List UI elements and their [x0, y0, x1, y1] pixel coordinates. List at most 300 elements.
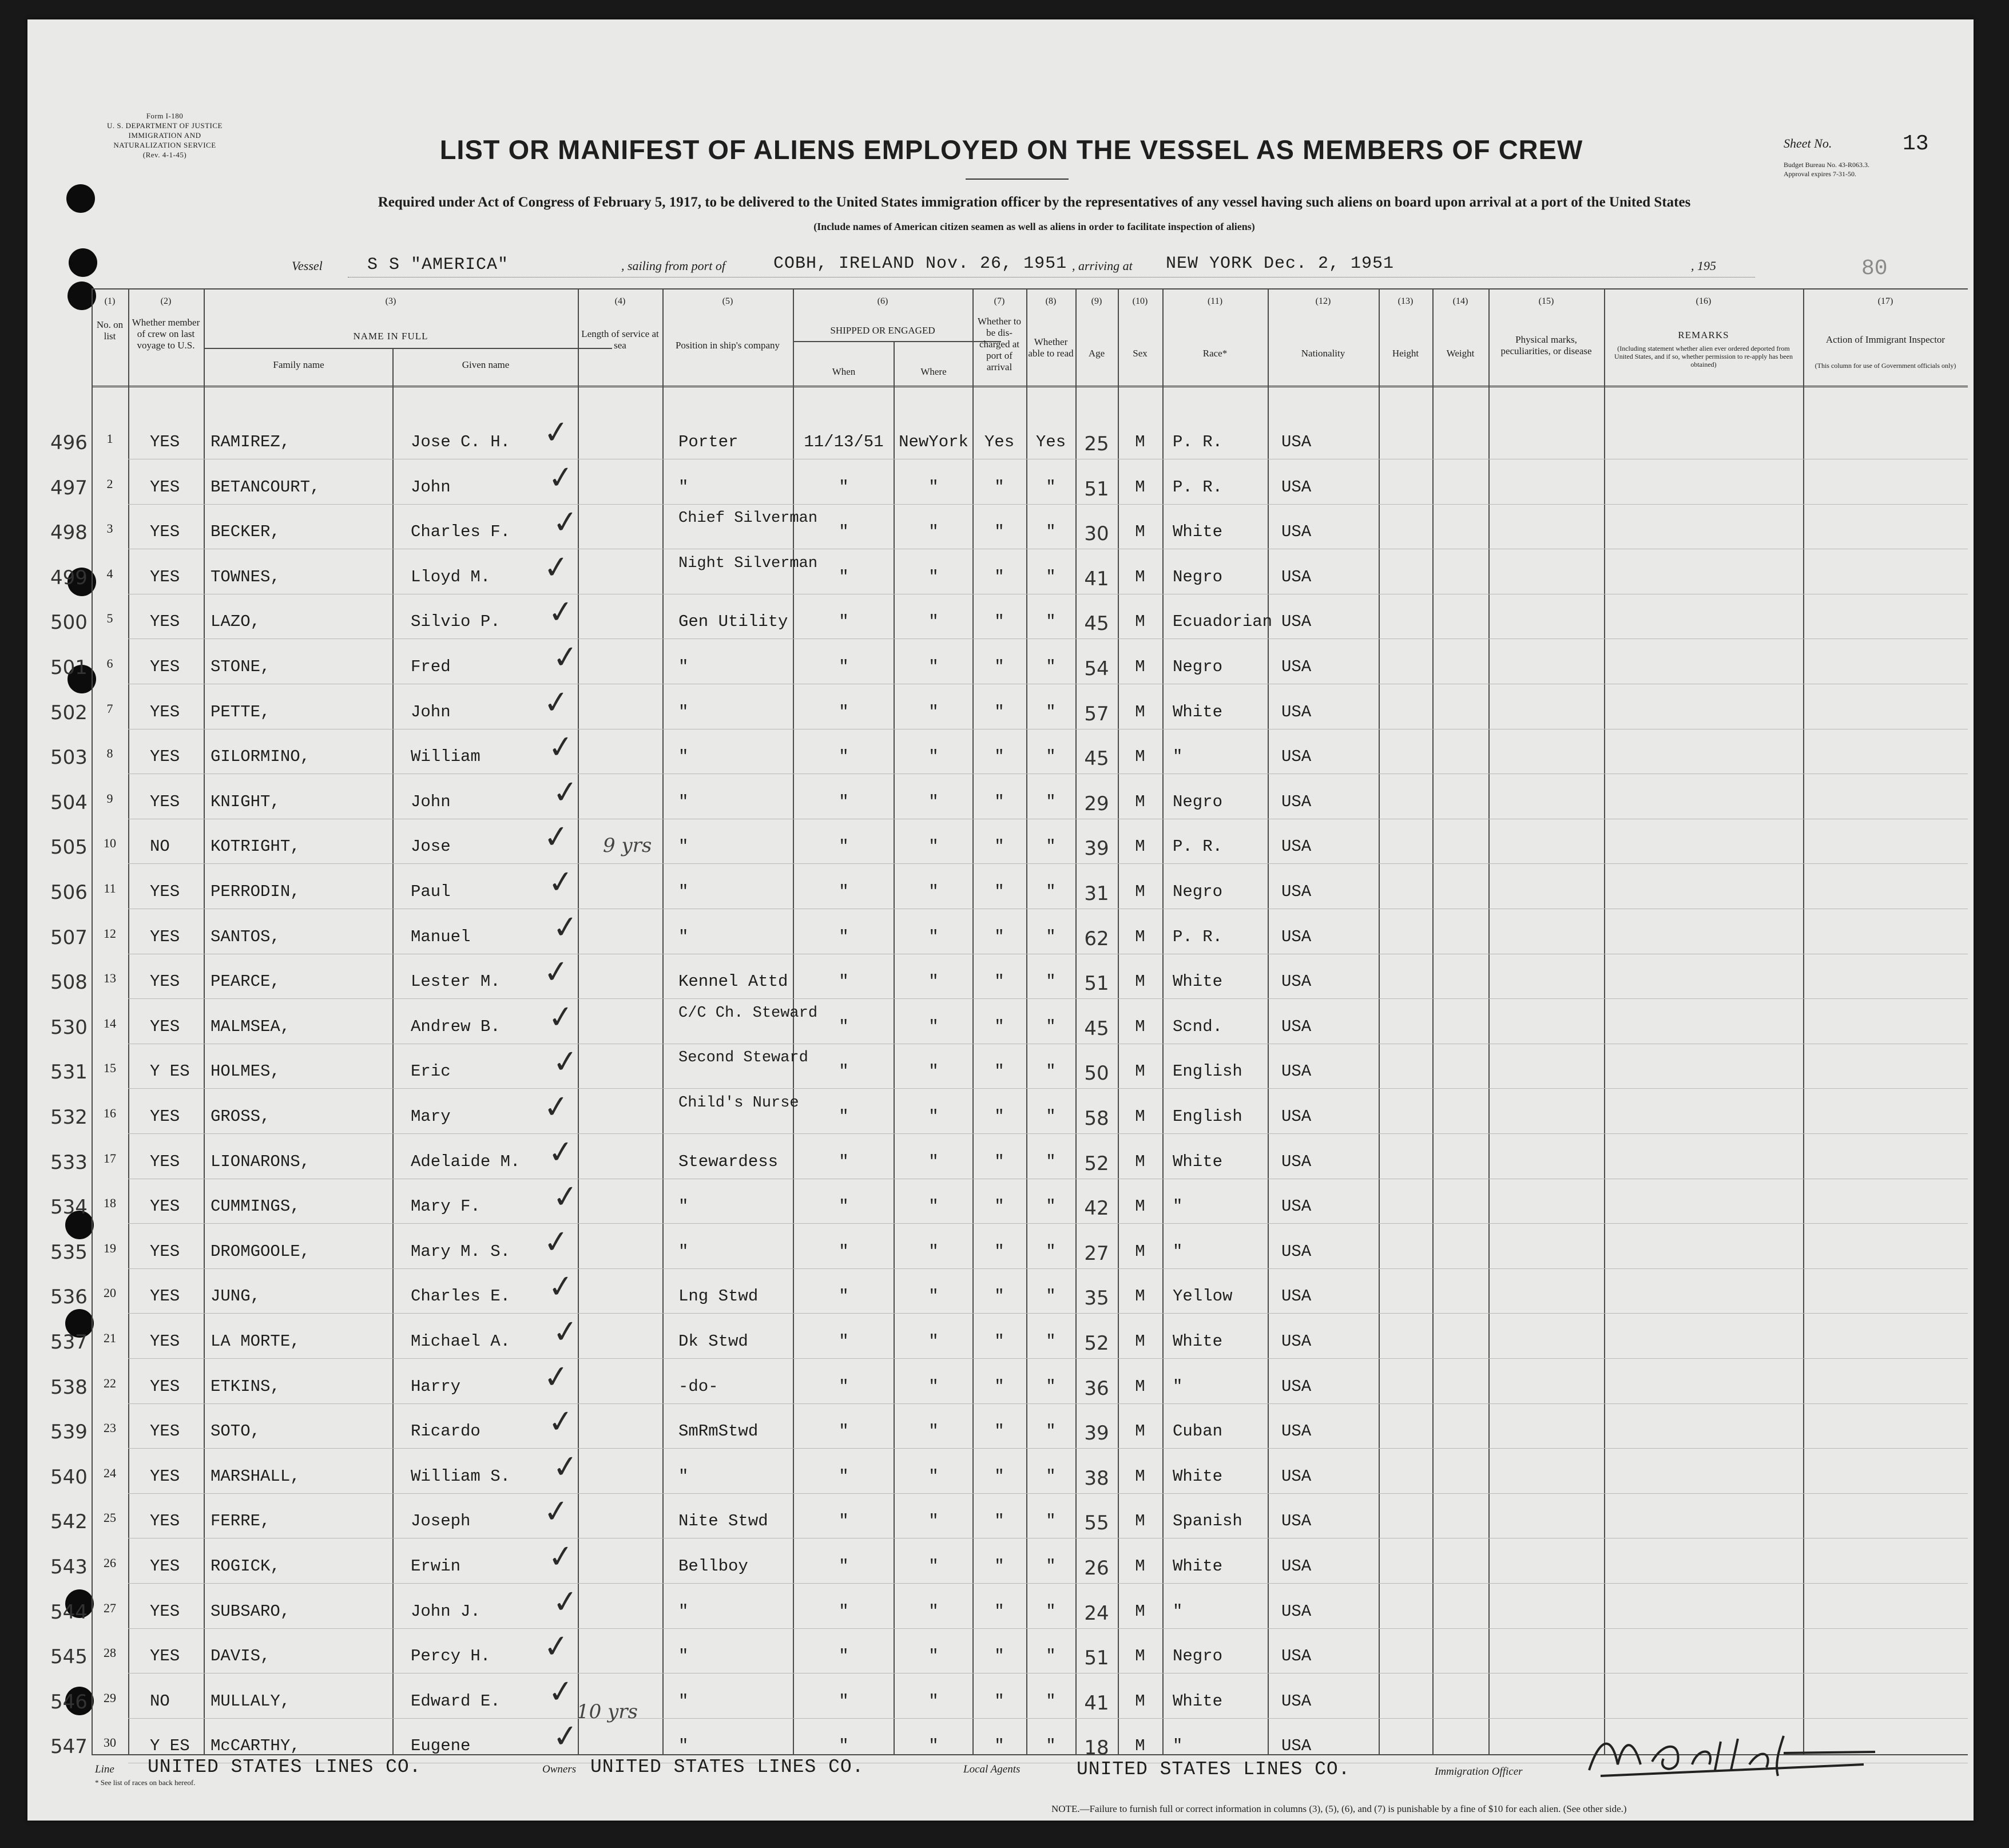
shipped-where: "	[928, 1512, 939, 1531]
shipped-where: "	[928, 1152, 939, 1171]
position: C/C Ch. Steward	[678, 1004, 818, 1022]
col-number: (12)	[1315, 296, 1331, 306]
member-last-voyage: YES	[150, 567, 180, 586]
position: Gen Utility	[678, 612, 788, 632]
shipped-where: "	[928, 1332, 939, 1351]
member-last-voyage: YES	[150, 1287, 180, 1306]
given-name: Charles F.	[411, 522, 511, 542]
position: "	[678, 1242, 689, 1261]
agents-label: Local Agents	[963, 1763, 1021, 1775]
nationality: USA	[1281, 747, 1312, 767]
col-number: (5)	[722, 296, 733, 306]
shipped-where: "	[928, 657, 939, 676]
member-last-voyage: YES	[150, 1242, 180, 1261]
nationality: USA	[1281, 1601, 1312, 1621]
row-number: 4	[106, 566, 113, 581]
check-mark-icon: ✓	[541, 952, 571, 992]
race: White	[1173, 972, 1223, 992]
check-mark-icon: ✓	[550, 1582, 581, 1621]
age: 51	[1084, 477, 1109, 501]
shipped-when: "	[839, 1287, 849, 1306]
row-rule	[128, 1583, 1968, 1584]
able-to-read: "	[1046, 972, 1056, 992]
discharged: "	[994, 1601, 1004, 1621]
service-length-note: 9 yrs	[603, 834, 652, 857]
race: Scnd.	[1173, 1017, 1223, 1036]
given-name: William S.	[411, 1466, 511, 1486]
family-name: PEARCE,	[211, 972, 280, 992]
race: Negro	[1173, 567, 1223, 586]
given-name: Manuel	[411, 927, 471, 946]
serial-number: 543	[50, 1556, 88, 1579]
check-mark-icon: ✓	[550, 637, 581, 677]
position: "	[678, 747, 689, 767]
able-to-read: "	[1046, 792, 1056, 811]
col-number: (16)	[1696, 296, 1712, 306]
sex: M	[1135, 657, 1145, 676]
position: "	[678, 702, 689, 721]
serial-number: 531	[50, 1061, 88, 1084]
check-mark-icon: ✓	[541, 1357, 571, 1396]
shipped-where: "	[928, 1062, 939, 1081]
given-name: Eugene	[411, 1736, 471, 1756]
check-mark-icon: ✓	[541, 683, 571, 721]
discharged: "	[994, 1466, 1004, 1486]
col-line	[1162, 288, 1164, 1754]
given-name: Eric	[411, 1062, 451, 1081]
sex: M	[1135, 1601, 1145, 1621]
age: 18	[1084, 1736, 1109, 1760]
member-last-voyage: YES	[150, 1017, 180, 1036]
row-number: 6	[106, 656, 113, 671]
position: Stewardess	[678, 1152, 779, 1171]
row-rule	[128, 1628, 1968, 1629]
header-nationality: Nationality	[1301, 348, 1345, 359]
age: 45	[1084, 612, 1109, 636]
shipped-when: "	[839, 1512, 849, 1531]
able-to-read: "	[1046, 1152, 1056, 1171]
nationality: USA	[1281, 612, 1312, 632]
include-note: (Include names of American citizen seamen as well as aliens in order to facilitate inspection of aliens)	[813, 221, 1255, 232]
position: "	[678, 477, 689, 497]
able-to-read: "	[1046, 1242, 1056, 1261]
discharged: Yes	[984, 433, 1015, 451]
shipped-when: "	[839, 1332, 849, 1351]
row-number: 8	[106, 746, 113, 761]
position: Night Silverman	[678, 554, 818, 572]
row-number: 14	[104, 1016, 116, 1030]
row-rule	[128, 504, 1968, 505]
nationality: USA	[1281, 522, 1312, 542]
shipped-where: "	[928, 837, 939, 856]
shipped-when: "	[839, 837, 849, 856]
line-label: Line	[95, 1763, 114, 1775]
shipped-when: "	[839, 1601, 849, 1621]
discharged: "	[994, 1197, 1004, 1216]
check-mark-icon: ✓	[546, 593, 576, 632]
discharged: "	[994, 1422, 1004, 1441]
col-line	[392, 348, 394, 1754]
header-age: Age	[1088, 348, 1105, 359]
nationality: USA	[1281, 1691, 1312, 1711]
shipped-where: "	[928, 972, 939, 992]
sex: M	[1135, 1017, 1145, 1036]
col-line	[204, 288, 205, 1754]
sex: M	[1135, 927, 1145, 946]
check-mark-icon: ✓	[541, 818, 571, 856]
col-number: (10)	[1132, 296, 1148, 306]
able-to-read: "	[1046, 612, 1056, 632]
header-member-last-voyage: Whether member of crew on last voyage to U.S.	[132, 317, 200, 351]
given-name: Harry	[411, 1377, 461, 1396]
shipped-when: "	[839, 1062, 849, 1081]
owners-value: UNITED STATES LINES CO.	[590, 1756, 864, 1778]
race: "	[1173, 1197, 1183, 1216]
col-line	[1379, 288, 1380, 1754]
nationality: USA	[1281, 433, 1312, 451]
serial-number: 500	[50, 611, 88, 634]
race: English	[1173, 1062, 1242, 1081]
position: "	[678, 657, 689, 676]
given-name: Charles E.	[411, 1287, 511, 1306]
sex: M	[1135, 972, 1145, 992]
age: 27	[1084, 1242, 1109, 1265]
sex: M	[1135, 1466, 1145, 1486]
shipped-where: "	[928, 1197, 939, 1216]
able-to-read: "	[1046, 837, 1056, 856]
required-statement: Required under Act of Congress of February 5, 1917, to be delivered to the United States immigration officer by the representatives of any vessel having such aliens on board upon arrival at a port of the United States	[378, 195, 1691, 210]
row-number: 1	[106, 431, 113, 446]
age: 41	[1084, 1691, 1109, 1715]
shipped-when: "	[839, 927, 849, 946]
department-name: U. S. DEPARTMENT OF JUSTICE	[107, 121, 223, 130]
check-mark-icon: ✓	[546, 997, 576, 1036]
family-name: DAVIS,	[211, 1647, 271, 1666]
race: "	[1173, 1601, 1183, 1621]
member-last-voyage: YES	[150, 1557, 180, 1576]
age: 57	[1084, 702, 1109, 725]
col-line	[578, 288, 579, 1754]
sex: M	[1135, 1152, 1145, 1171]
race: White	[1173, 1557, 1223, 1576]
discharged: "	[994, 612, 1004, 632]
age: 29	[1084, 792, 1109, 815]
shipped-where: "	[928, 1017, 939, 1036]
family-name: PETTE,	[211, 702, 271, 721]
race: White	[1173, 1152, 1223, 1171]
serial-number: 535	[50, 1240, 88, 1264]
serial-number: 499	[50, 566, 88, 589]
table-top-rule	[92, 288, 1968, 290]
family-name: LAZO,	[211, 612, 261, 632]
given-name: Jose	[411, 837, 451, 856]
age: 58	[1084, 1107, 1109, 1130]
age: 31	[1084, 882, 1109, 905]
member-last-voyage: YES	[150, 927, 180, 946]
officer-label: Immigration Officer	[1435, 1766, 1523, 1778]
check-mark-icon: ✓	[546, 1267, 576, 1306]
pencil-note: 80	[1861, 256, 1888, 281]
col-line	[1268, 288, 1269, 1754]
discharged: "	[994, 567, 1004, 586]
nationality: USA	[1281, 1512, 1312, 1531]
check-mark-icon: ✓	[541, 1627, 571, 1666]
given-name: Fred	[411, 657, 451, 676]
shipped-when: "	[839, 1647, 849, 1666]
check-mark-icon: ✓	[541, 1087, 571, 1127]
row-number: 10	[104, 836, 116, 851]
race: P. R.	[1173, 477, 1223, 497]
nationality: USA	[1281, 1107, 1312, 1126]
given-name: Jose C. H.	[411, 433, 511, 451]
able-to-read: "	[1046, 882, 1056, 901]
check-mark-icon: ✓	[541, 548, 571, 586]
member-last-voyage: YES	[150, 702, 180, 721]
row-number: 11	[104, 881, 116, 895]
family-name: GILORMINO,	[211, 747, 311, 767]
vessel-info	[27, 249, 1974, 284]
check-mark-icon: ✓	[550, 502, 581, 542]
serial-number: 498	[50, 521, 88, 545]
race: Ecuadorian	[1173, 612, 1273, 632]
member-last-voyage: YES	[150, 657, 180, 676]
sex: M	[1135, 433, 1145, 451]
row-number: 16	[104, 1106, 116, 1120]
header-weight: Weight	[1446, 348, 1475, 359]
family-name: RAMIREZ,	[211, 433, 291, 451]
position: "	[678, 882, 689, 901]
col-line	[1803, 288, 1804, 1754]
shipped-when: "	[839, 1107, 849, 1126]
discharged: "	[994, 792, 1004, 811]
shipped-where: "	[928, 702, 939, 721]
sex: M	[1135, 702, 1145, 721]
discharged: "	[994, 1691, 1004, 1711]
given-name: Silvio P.	[411, 612, 501, 632]
header-discharged: Whether to be dis-charged at port of arrival	[978, 316, 1021, 372]
row-number: 15	[104, 1061, 116, 1076]
family-name: MULLALY,	[211, 1691, 291, 1711]
check-mark-icon: ✓	[541, 413, 571, 452]
sex: M	[1135, 747, 1145, 767]
col-number: (17)	[1877, 296, 1893, 306]
able-to-read: "	[1046, 747, 1056, 767]
row-number: 12	[104, 926, 116, 941]
shipped-when: "	[839, 1017, 849, 1036]
serial-number: 504	[50, 791, 88, 814]
col-line	[128, 288, 129, 1754]
form-revision: (Rev. 4-1-45)	[142, 150, 187, 159]
sex: M	[1135, 1062, 1145, 1081]
vessel-label: Vessel	[292, 259, 323, 273]
row-number: 26	[104, 1556, 116, 1570]
race: English	[1173, 1107, 1242, 1126]
discharged: "	[994, 1557, 1004, 1576]
serial-number: 532	[50, 1106, 88, 1129]
service-length-note: 10 yrs	[577, 1700, 638, 1723]
member-last-voyage: NO	[150, 1691, 170, 1711]
able-to-read: "	[1046, 522, 1056, 542]
form-number: Form I-180	[146, 112, 184, 120]
row-number: 27	[104, 1600, 116, 1615]
sex: M	[1135, 1512, 1145, 1531]
age: 24	[1084, 1601, 1109, 1625]
serial-number: 506	[50, 881, 88, 904]
col-number: (14)	[1452, 296, 1468, 306]
serial-number: 505	[50, 836, 88, 859]
page-title: LIST OR MANIFEST OF ALIENS EMPLOYED ON THE VESSEL AS MEMBERS OF CREW	[439, 134, 1583, 165]
shipped-where: "	[928, 1422, 939, 1441]
given-name: Joseph	[411, 1512, 471, 1531]
table-header-rule	[92, 386, 1968, 387]
shipped-when: "	[839, 972, 849, 992]
shipped-when: 11/13/51	[804, 433, 884, 451]
manifest-sheet	[27, 19, 1974, 1821]
member-last-voyage: Y ES	[150, 1062, 190, 1081]
member-last-voyage: YES	[150, 1647, 180, 1666]
serial-number: 546	[50, 1690, 88, 1714]
able-to-read: "	[1046, 1332, 1056, 1351]
race: Spanish	[1173, 1512, 1242, 1531]
nationality: USA	[1281, 1152, 1312, 1171]
nationality: USA	[1281, 792, 1312, 811]
title-underline	[966, 179, 1069, 180]
row-rule	[128, 1358, 1968, 1359]
sex: M	[1135, 1197, 1145, 1216]
shipped-when: "	[839, 1197, 849, 1216]
approval-expiry: Approval expires 7-31-50.	[1784, 170, 1856, 178]
age: 45	[1084, 747, 1109, 771]
member-last-voyage: YES	[150, 612, 180, 632]
shipped-where: "	[928, 522, 939, 542]
sex: M	[1135, 1736, 1145, 1756]
race: Negro	[1173, 1647, 1223, 1666]
arriving-at: NEW YORK Dec. 2, 1951	[1166, 254, 1395, 273]
header-given-name: Given name	[462, 359, 510, 370]
header-length-of-service: Length of service at sea	[581, 328, 659, 351]
header-action-note: (This column for use of Government officials only)	[1815, 362, 1956, 370]
header-physical-marks: Physical marks, peculiarities, or disease	[1500, 334, 1592, 356]
able-to-read: "	[1046, 1017, 1056, 1036]
race: "	[1173, 1377, 1183, 1396]
check-mark-icon: ✓	[550, 907, 581, 946]
given-name: John J.	[411, 1601, 481, 1621]
shipped-when: "	[839, 522, 849, 542]
check-mark-icon: ✓	[546, 1672, 576, 1711]
shipped-when: "	[839, 1466, 849, 1486]
age: 39	[1084, 1422, 1109, 1445]
member-last-voyage: NO	[150, 837, 170, 856]
position: Porter	[678, 433, 739, 451]
nationality: USA	[1281, 567, 1312, 586]
able-to-read: "	[1046, 657, 1056, 676]
col-number: (8)	[1045, 296, 1057, 306]
member-last-voyage: YES	[150, 1197, 180, 1216]
nationality: USA	[1281, 882, 1312, 901]
serial-number: 507	[50, 926, 88, 949]
header-when: When	[832, 366, 856, 377]
race: P. R.	[1173, 837, 1223, 856]
service-name: IMMIGRATION AND NATURALIZATION SERVICE	[113, 131, 216, 149]
header-name-in-full: NAME IN FULL	[353, 331, 428, 342]
discharged: "	[994, 747, 1004, 767]
age: 36	[1084, 1377, 1109, 1400]
header-height: Height	[1392, 348, 1419, 359]
row-number: 13	[104, 971, 116, 986]
row-rule	[128, 1268, 1968, 1269]
able-to-read: "	[1046, 1512, 1056, 1531]
agents-value: UNITED STATES LINES CO.	[1077, 1759, 1351, 1780]
race: Negro	[1173, 657, 1223, 676]
nationality: USA	[1281, 702, 1312, 721]
sex: M	[1135, 1332, 1145, 1351]
member-last-voyage: YES	[150, 477, 180, 497]
discharged: "	[994, 1107, 1004, 1126]
sex: M	[1135, 1647, 1145, 1666]
discharged: "	[994, 1512, 1004, 1531]
sex: M	[1135, 1377, 1145, 1396]
member-last-voyage: YES	[150, 433, 180, 451]
header-sex: Sex	[1133, 348, 1148, 359]
check-mark-icon: ✓	[546, 458, 576, 497]
col-number: (13)	[1397, 296, 1414, 306]
serial-number: 544	[50, 1600, 88, 1624]
shipped-where: "	[928, 1242, 939, 1261]
discharged: "	[994, 882, 1004, 901]
nationality: USA	[1281, 972, 1312, 992]
shipped-where: "	[928, 1557, 939, 1576]
row-number: 5	[106, 611, 113, 626]
nationality: USA	[1281, 1197, 1312, 1216]
row-rule	[128, 1088, 1968, 1089]
row-number: 19	[104, 1240, 116, 1255]
shipped-subheader-rule	[793, 341, 1001, 342]
member-last-voyage: YES	[150, 792, 180, 811]
member-last-voyage: YES	[150, 522, 180, 542]
position: Dk Stwd	[678, 1332, 748, 1351]
sex: M	[1135, 1287, 1145, 1306]
position: Nite Stwd	[678, 1512, 768, 1531]
race: P. R.	[1173, 927, 1223, 946]
row-rule	[128, 1718, 1968, 1719]
col-line	[894, 341, 895, 1754]
race: White	[1173, 522, 1223, 542]
shipped-when: "	[839, 747, 849, 767]
header-position: Position in ship's company	[675, 340, 780, 351]
sex: M	[1135, 1422, 1145, 1441]
family-name: LA MORTE,	[211, 1332, 300, 1351]
given-name: John	[411, 702, 451, 721]
age: 25	[1084, 433, 1109, 455]
given-name: Adelaide M.	[411, 1152, 521, 1171]
inspector-signature	[1578, 1730, 1887, 1782]
shipped-when: "	[839, 477, 849, 497]
header-able-to-read: Whether able to read	[1028, 336, 1074, 359]
given-name: William	[411, 747, 481, 767]
age: 42	[1084, 1197, 1109, 1220]
position: "	[678, 1197, 689, 1216]
family-name: TOWNES,	[211, 567, 280, 586]
member-last-voyage: YES	[150, 1377, 180, 1396]
member-last-voyage: YES	[150, 1152, 180, 1171]
serial-number: 502	[50, 701, 88, 724]
col-line	[1432, 288, 1434, 1754]
shipped-when: "	[839, 1242, 849, 1261]
given-name: Erwin	[411, 1557, 461, 1576]
nationality: USA	[1281, 927, 1312, 946]
discharged: "	[994, 477, 1004, 497]
family-name: McCARTHY,	[211, 1736, 300, 1756]
